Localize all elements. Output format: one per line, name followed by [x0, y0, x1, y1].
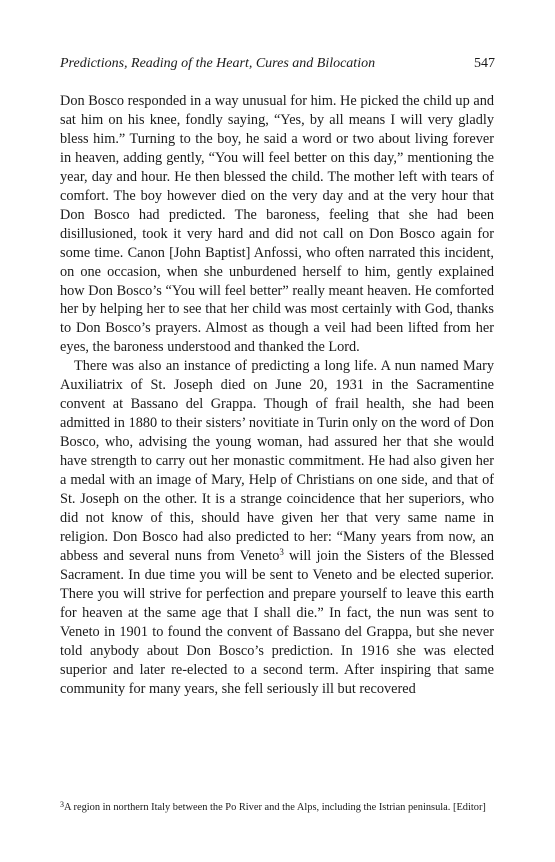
- page-number: 547: [474, 56, 495, 71]
- paragraph-text: There was also an instance of predicting a long life. A nun named Mary Auxiliatrix of St. Joseph died on June 20, 1931 in the Sacramentine convent at Bassano del Grappa. Though of frail health, she had been admitted in 1880 to their sisters’ novitiate in Turin only on the word of Don Bosco, who, advising the young woman, had assured her that she would have strength to carry out her monastic commitment. He had also given her a medal with an image of Mary, Help of Christians on one side, and that of St. Joseph on the other. It is a strange coincidence that her superiors, who did not know of this, should have given her that very same name in religion. Don Bosco had also predicted to her: “Many years from now, an abbess and several nuns from Veneto: [60, 358, 494, 564]
- footnote-reference: 3: [279, 546, 284, 557]
- footnote-text: A region in northern Italy between the Po River and the Alps, including the Istrian peninsula. [Editor]: [64, 802, 486, 813]
- paragraph: [60, 357, 494, 698]
- running-head: [60, 54, 476, 74]
- paragraph: Don Bosco responded in a way unusual for him. He picked the child up and sat him on his knee, fondly saying, “Yes, by all means I will very gladly bless him.” Turning to the boy, he said a word or two about living forever in heaven, adding gently, “You will feel better on this day,” mentioning the year, day and hour. He then blessed the child. The mother left with tears of comfort. The boy however died on the very day and at the very hour that Don Bosco had predicted. The baroness, feeling that she had been disillusioned, took it very hard and did not call on Don Bosco again for some time. Canon [John Baptist] Anfossi, who often narrated this incident, on one occasion, when she unburdened herself to him, gently explained how Don Bosco’s “You will feel better” really meant heaven. He comforted her by helping her to see that her child was most certainly with God, thanks to Don Bosco’s prayers. Almost as though a veil had been lifted from her eyes, the baroness understood and thanked the Lord.: [60, 93, 494, 356]
- footnote-marker: 3: [60, 800, 64, 809]
- running-title: Predictions, Reading of the Heart, Cures and Bilocation: [60, 56, 376, 71]
- footnote: [60, 800, 494, 816]
- body-text: [60, 92, 494, 699]
- paragraph-text: will join the Sisters of the Blessed Sacrament. In due time you will be sent to Veneto and be elected superior. There you will strive for perfection and prepare yourself to leave this earth for heaven at the same age that I shall die.” In fact, the nun was sent to Veneto in 1901 to found the convent of Bassano del Grappa, but she never told anybody about Don Bosco’s prediction. In 1916 she was elected superior and later re-elected to a second term. After inspiring that same community for many years, she fell seriously ill but recovered: [60, 547, 495, 697]
